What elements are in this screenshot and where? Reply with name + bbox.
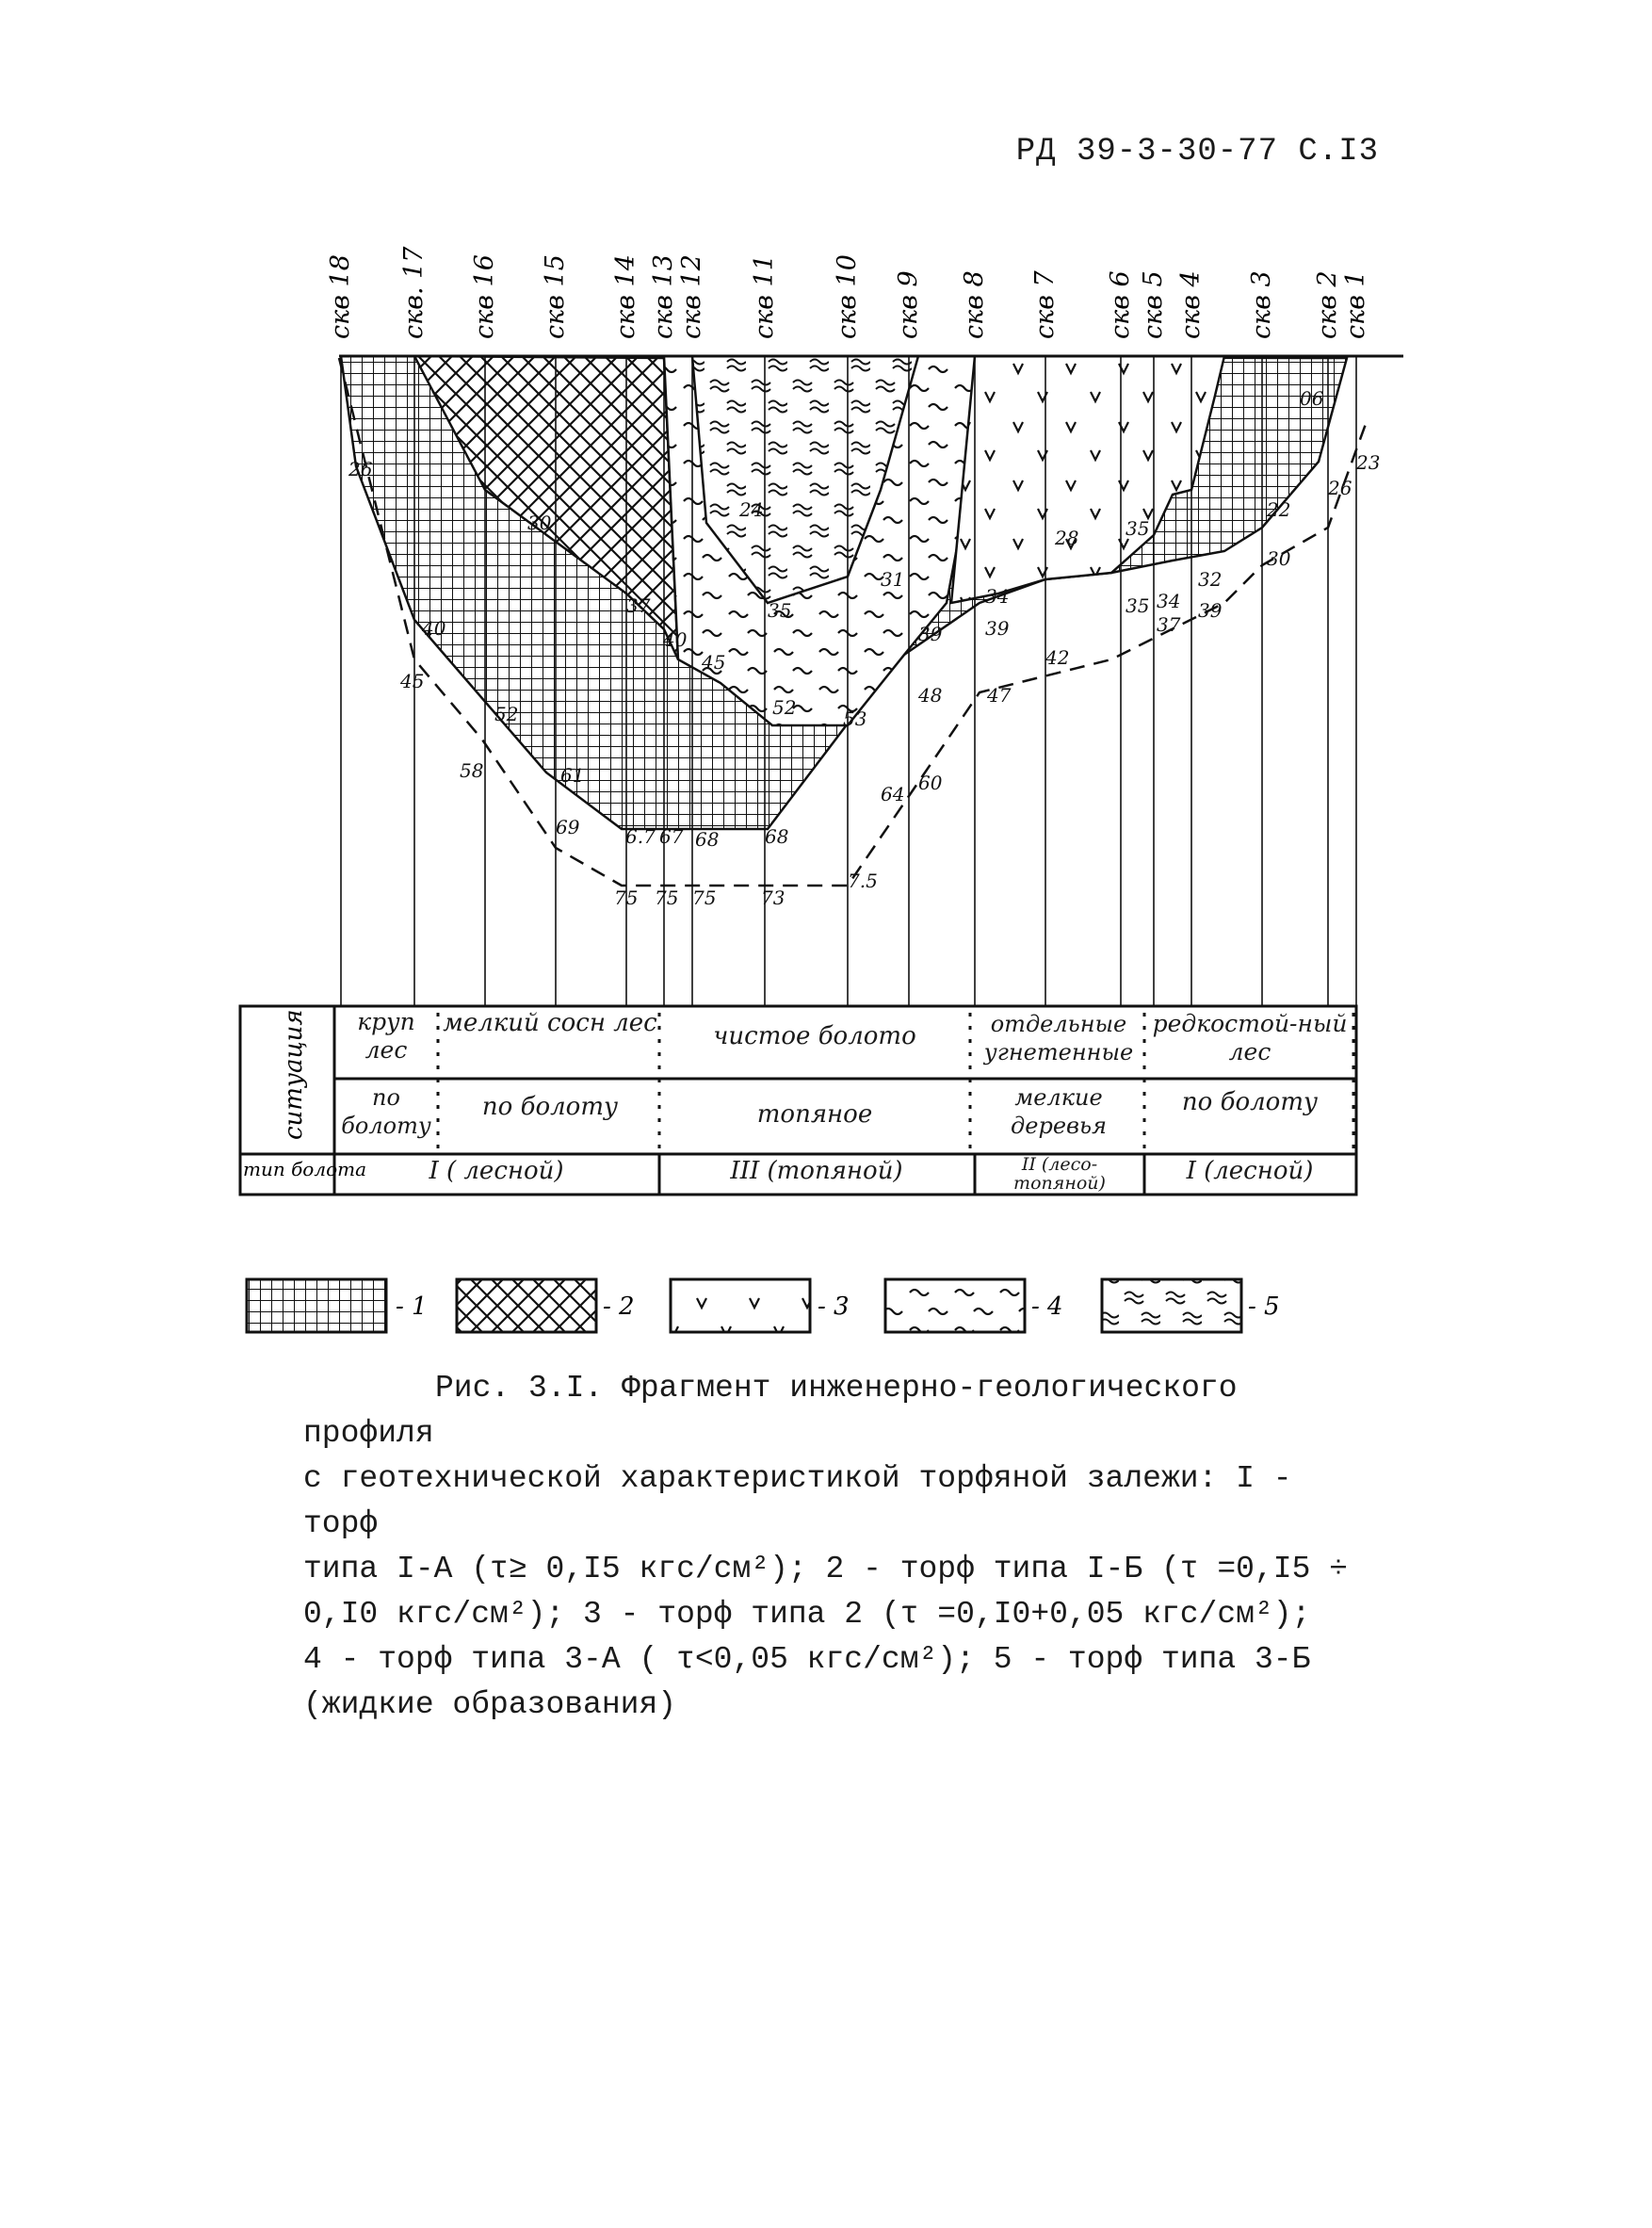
cell-situation-top: чистое болото [713,1022,916,1050]
borehole-labels [326,246,1370,339]
depth-label: 60 [918,772,943,794]
legend [247,1279,1280,1332]
borehole-label: скв 7 [1030,270,1060,339]
depth-label: 45 [702,651,726,674]
depth-label: 39 [918,623,943,645]
depth-label: 42 [1045,646,1070,669]
depth-label: 37 [626,594,651,617]
cell-situation-top: отдельные угнетенные [983,1011,1134,1065]
borehole-label: скв 10 [833,254,862,339]
depth-label: 61 [560,764,585,787]
legend-swatch-grid [247,1279,386,1332]
depth-label: 64 [881,783,905,805]
legend-label: - 5 [1248,1293,1280,1321]
row-header-bog-type: тип болота [243,1158,366,1180]
caption-line: 0,I0 кгс/см²); 3 - торф типа 2 (τ =0,I0+0,05 кгс/см²); [303,1597,1311,1632]
cell-situation-top: редкостой-ный лес [1152,1010,1348,1065]
cell-bog-type: I (лесной) [1186,1157,1314,1185]
cell-situation-bottom: топяное [756,1100,873,1129]
depth-label: 52 [494,703,519,725]
depth-label: 45 [400,670,425,692]
legend-swatch-double-tilde [1102,1279,1241,1332]
depth-label: 48 [918,684,943,707]
borehole-label: скв 15 [541,254,570,339]
depth-label: 40 [422,617,446,640]
depth-label: 35 [768,599,792,622]
depth-label: 34 [1157,590,1181,612]
depth-label: 32 [1198,568,1223,591]
borehole-label: скв 3 [1247,270,1276,339]
legend-label: - 4 [1031,1293,1063,1321]
depth-label: 39 [985,617,1010,640]
depth-label: 26 [348,458,373,480]
borehole-label: скв 14 [611,254,640,339]
cell-situation-top: мелкий сосн лес [443,1009,657,1037]
depth-label: 7.5 [848,870,878,892]
caption-line: (жидкие образования) [303,1687,677,1722]
cell-bog-type: II (лесо-топяной) [1013,1155,1106,1194]
legend-swatch-crosshatch [457,1279,596,1332]
cell-situation-bottom: по болоту [341,1084,431,1139]
legend-label: - 1 [396,1293,428,1321]
depth-label: 28 [1055,527,1079,549]
depth-label: 22 [1267,498,1291,521]
borehole-label: скв 13 [649,254,678,339]
borehole-label: скв 16 [470,254,499,339]
borehole-label: скв 18 [326,254,355,339]
legend-swatch-v-marks [671,1279,810,1332]
borehole-label: скв 4 [1176,270,1206,339]
depth-label: 52 [772,696,797,719]
cell-bog-type: I ( лесной) [429,1157,564,1185]
borehole-label: скв 8 [960,270,989,339]
cell-situation-top: круп лес [357,1008,415,1064]
borehole-label: скв 2 [1313,270,1342,339]
depth-label: 6.7 [625,825,656,848]
depth-label: 30 [527,512,552,534]
cell-bog-type: III (топяной) [730,1157,903,1185]
borehole-label: скв 12 [677,254,706,339]
depth-label: 30 [1267,547,1291,570]
depth-label: 75 [655,886,679,909]
row-header-situation: ситуация [280,1009,308,1140]
depth-label: 40 [663,628,688,651]
depth-label: 68 [695,828,720,851]
depth-label: 75 [614,886,639,909]
legend-swatch-tilde [885,1279,1025,1332]
figure-caption [303,1366,1377,1728]
depth-label: 47 [987,684,1012,707]
borehole-label: скв 6 [1106,270,1135,339]
depth-label: 67 [659,825,684,848]
cell-situation-bottom: по болоту [481,1093,619,1121]
depth-label: 37 [1157,613,1181,636]
depth-label: 68 [765,825,789,848]
cell-situation-bottom: по болоту [1181,1088,1319,1116]
depth-label: 35 [1126,517,1150,540]
page-header: РД 39-3-30-77 С.I3 [1015,134,1379,170]
depth-label: 73 [761,886,786,909]
borehole-label: скв 5 [1139,270,1168,339]
caption-line: Рис. 3.I. Фрагмент инженерно-геологического профиля [303,1371,1238,1451]
depth-label: 35 [1126,594,1150,617]
borehole-label: скв 11 [750,254,779,339]
depth-label: 39 [1198,599,1223,622]
caption-line: с геотехнической характеристикой торфяной залежи: I - торф [303,1461,1292,1541]
borehole-label: скв. 17 [399,246,429,339]
depth-label: 26 [1328,477,1352,499]
legend-label: - 3 [818,1293,850,1321]
depth-label: 24 [739,498,764,521]
depth-label: 34 [985,585,1010,608]
borehole-label: скв 1 [1341,270,1370,339]
depth-label: 06 [1300,387,1324,410]
depth-label: 23 [1356,451,1381,474]
depth-label: 69 [556,816,580,838]
legend-label: - 2 [603,1293,635,1321]
caption-line: типа I-А (τ≥ 0,I5 кгс/см²); 2 - торф типа I-Б (τ =0,I5 ÷ [303,1552,1348,1586]
table-cells [336,1008,1353,1195]
caption-line: 4 - торф типа 3-А ( τ<0,05 кгс/см²); 5 - торф типа 3-Б [303,1642,1311,1677]
depth-label: 31 [881,568,905,591]
depth-label: 75 [692,886,717,909]
cell-situation-bottom: мелкие деревья [1011,1084,1107,1139]
depth-label: 53 [843,707,867,730]
borehole-label: скв 9 [894,270,923,339]
depth-label: 58 [460,759,484,782]
